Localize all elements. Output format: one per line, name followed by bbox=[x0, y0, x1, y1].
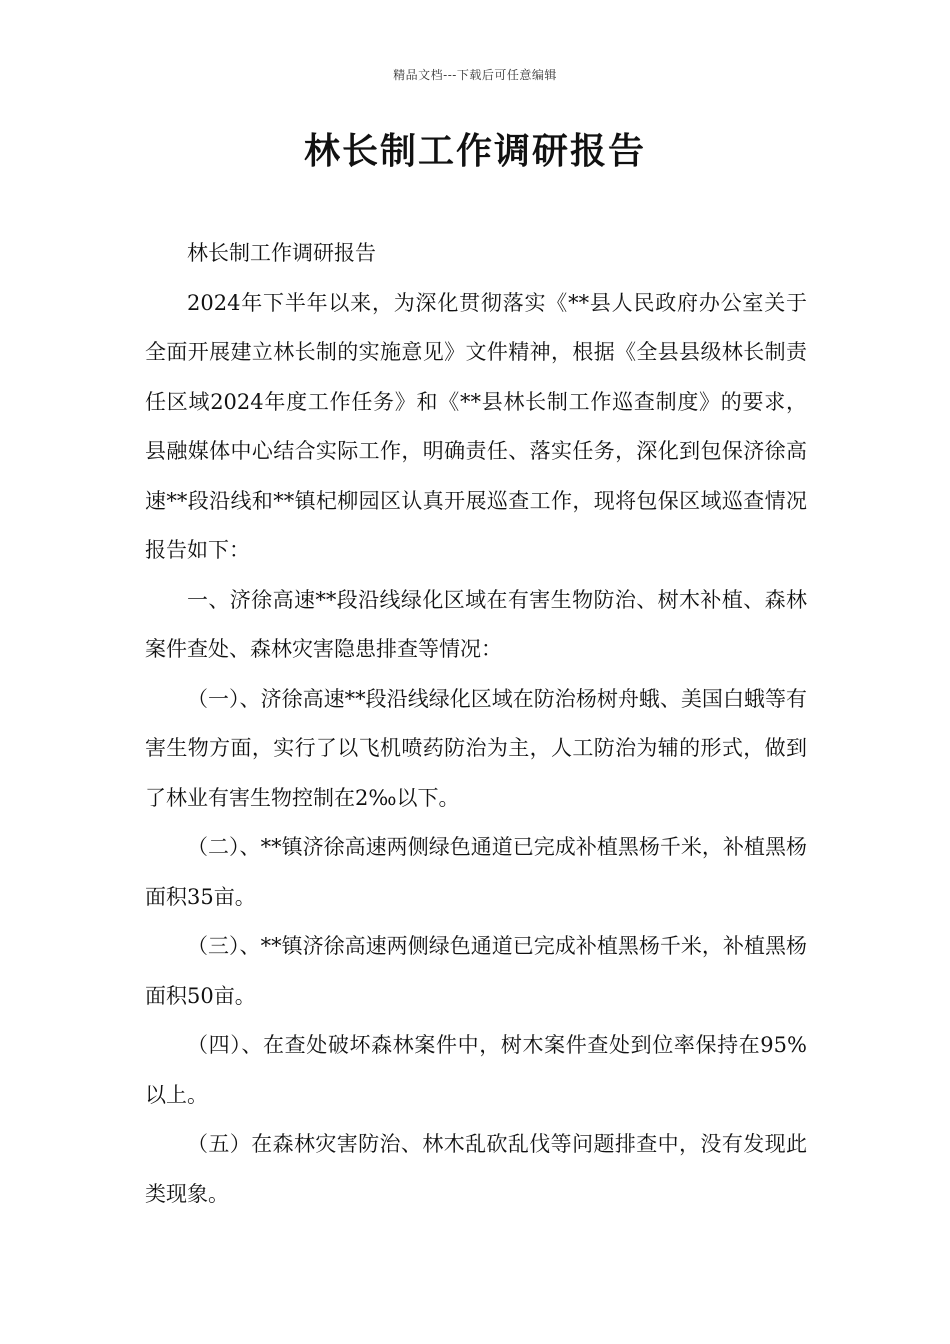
paragraph-intro: 2024年下半年以来，为深化贯彻落实《**县人民政府办公室关于全面开展建立林长制的实施意见》文件精神，根据《全县县级林长制责任区域2024年度工作任务》和《**县林长制工作巡查制度》的要求，县融媒体中心结合实际工作，明确责任、落实任务，深化到包保济徐高速**段沿线和**镇杞柳园区认真开展巡查工作，现将包保区域巡查情况报告如下： bbox=[145, 290, 807, 562]
paragraph-item-3: （三）、**镇济徐高速两侧绿色通道已完成补植黑杨千米，补植黑杨面积50亩。 bbox=[145, 934, 807, 1008]
paragraph-subtitle: 林长制工作调研报告 bbox=[187, 241, 376, 265]
document-body bbox=[145, 229, 807, 1219]
paragraph-section-1: 一、济徐高速**段沿线绿化区域在有害生物防治、树木补植、森林案件查处、森林灾害隐患排查等情况： bbox=[145, 587, 807, 661]
header-note: 精品文档---下载后可任意编辑 bbox=[393, 68, 557, 82]
paragraph-item-5: （五）在森林灾害防治、林木乱砍乱伐等问题排查中，没有发现此类现象。 bbox=[145, 1132, 807, 1206]
document-title: 林长制工作调研报告 bbox=[303, 131, 646, 172]
paragraph-item-2: （二）、**镇济徐高速两侧绿色通道已完成补植黑杨千米，补植黑杨面积35亩。 bbox=[145, 835, 807, 909]
paragraph-item-1: （一）、济徐高速**段沿线绿化区域在防治杨树舟蛾、美国白蛾等有害生物方面，实行了以飞机喷药防治为主，人工防治为辅的形式，做到了林业有害生物控制在2‰以下。 bbox=[145, 686, 807, 810]
paragraph-item-4: （四）、在查处破坏森林案件中，树木案件查处到位率保持在95%以上。 bbox=[145, 1033, 807, 1107]
